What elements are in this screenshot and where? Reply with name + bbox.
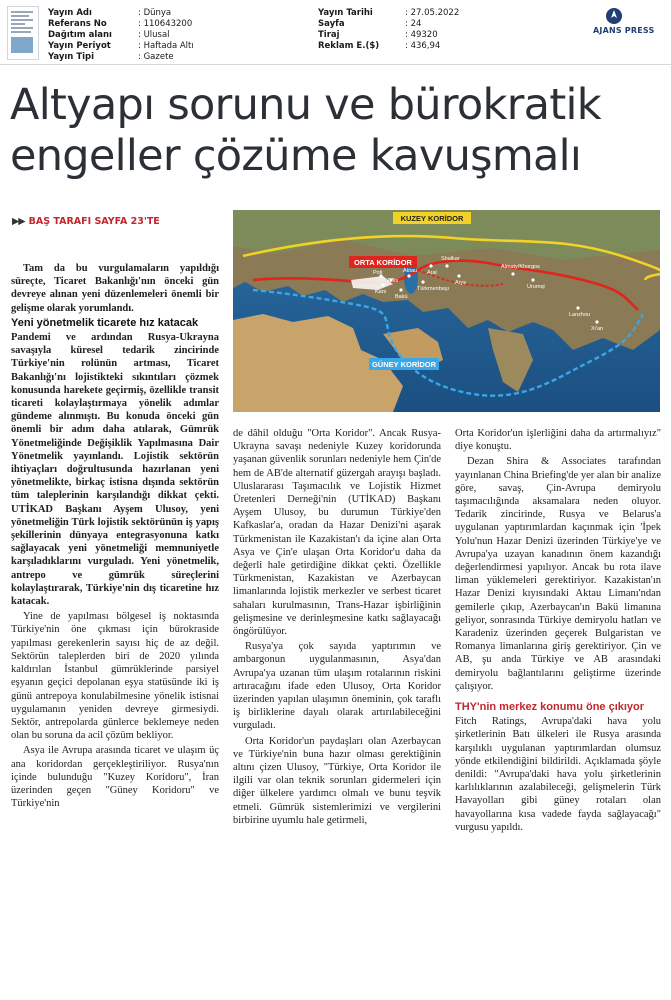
article-column-1	[11, 262, 219, 812]
body-paragraph: Orta Koridor'un paydaşları olan Azerbaycan ve Türkiye'nin buna hazır olması gerektiğinin altını çizen Ulusoy, "Türkiye, Orta Koridor ile ilgili var olan teknik sorunları gidermeleri için diğer ülkelere yardımcı olmalı ve bunu teşvik etmeli. Gümrük sistemlerimizi ve vergilerini birbirine uyumlu hale getirmeli,	[233, 735, 441, 826]
city-dot	[407, 274, 410, 277]
ajans-press-logo-text: AJANS PRESS	[593, 26, 655, 35]
meta-value: Ulusal	[143, 30, 170, 40]
subheading-yeni-yonetmelik: Yeni yönetmelik ticarete hız katacak	[11, 316, 199, 329]
meta-value: 436,94	[410, 41, 441, 51]
city-label: Lanzhou	[569, 312, 591, 318]
city-dot	[429, 264, 432, 267]
meta-value: Dünya	[143, 8, 172, 18]
city-label: Kars	[375, 289, 387, 295]
meta-value: Gazete	[143, 52, 174, 62]
meta-yayin-periyot: Yayın Periyot	[48, 41, 111, 51]
corridor-map-svg	[233, 210, 660, 412]
city-label: Aral	[427, 270, 437, 276]
body-paragraph: Pandemi ve ardından Rusya-Ukrayna savaşıyla küresel tedarik zincirinde Türkiye'nin rolünün artması, Ticaret Bakanlığı'nı lojistikteki sıkıntıları çözmek konusunda harekete geçirmiş, özellikle transit ticareti kolaylaştırmaya yönelik adımlar gündeme alınmıştı. Bu konuda önceki gün önemli bir adım daha atılarak, Gümrük Yönetmeliğinde Değişiklik Yapılmasına Dair Yönetmelik yayınlandı. Lojistik sektörün ihtiyaçları doğrultusunda hazırlanan yeni yönetmelikte, birkaç istisna dışında sektörün tüm taleplerinin karşılandığı dikkat çekti. UTİKAD Başkanı Ayşem Ulusoy, yeni yönetmeliğin Türk lojistik sektörünün iş yapış şekillerinin dünyaya entegrasyonuna katkı sağlayacak yeni yönetmeliği memnuniyetle karşıladıklarını vurguladı. Yeni yönetmelik, antrepo ve gümrük süreçlerini kolaylaştırarak, Türkiye'nin dış ticaretine hız katacak.	[11, 332, 219, 608]
city-label: Shalkar	[441, 256, 460, 262]
meta-value: 49320	[410, 30, 438, 40]
city-label: Poti	[373, 270, 383, 276]
meta-yayin-tipi: Yayın Tipi	[48, 52, 95, 62]
city-dot	[381, 283, 384, 286]
city-dot	[595, 320, 598, 323]
city-label: Aktau	[403, 268, 418, 274]
corridor-map	[233, 210, 660, 412]
city-dot	[511, 272, 514, 275]
north-corridor-label: KUZEY KORİDOR	[400, 214, 464, 223]
city-label: Türkmenbaşı	[417, 286, 450, 292]
meta-value: 110643200	[143, 19, 193, 29]
city-label: Urumqi	[527, 284, 545, 290]
article-column-3	[455, 427, 661, 836]
middle-corridor-label: ORTA KORİDOR	[354, 258, 412, 267]
city-label: Bakü	[395, 294, 408, 300]
headline: Altyapı sorunu ve bürokratik engeller çözüme kavuşmalı	[10, 80, 601, 181]
meta-yayin-tarihi: Yayın Tarihi	[318, 8, 373, 18]
city-dot	[445, 264, 448, 267]
city-dot	[531, 278, 534, 281]
body-paragraph: de dâhil olduğu "Orta Koridor". Ancak Rusya-Ukrayna savaşı nedeniyle Kuzey koridorunda yaşanan güvenlik sorunları nedeniyle hem Çin'de hem de AB'de alternatif güzergah arayışı başladı. Uluslararası Taşımacılık ve Lojistik Hizmet Üretenleri Derneği'nin (UTİKAD) Başkanı Ayşem Ulusoy, bu durumun Türkiye'den Kafkaslar'a, oradan da Hazar Denizi'ni aşarak Türkmenistan ile Kazakistan'ı da içine alan Orta Asya ve Çin'e ulaşan Orta Koridor'u daha da değerli hale getirdiğine dikkat çekti. Özellikle Türkmenistan, Kazakistan ve Azerbaycan limanlarında lojistik merkezler ve serbest ticaret sahaları kurulmasının, Trans-Hazar işbirliğinin gelişmesine ve derinleşmesine katkı sağlayacağı öngörülüyor.	[233, 428, 441, 638]
city-dot	[421, 280, 424, 283]
meta-reklam: Reklam E.($)	[318, 41, 380, 51]
south-corridor-label: GÜNEY KORİDOR	[371, 360, 437, 369]
city-label: Almaty/Khorgos	[501, 264, 540, 270]
ajans-press-logo-icon	[606, 8, 622, 24]
body-paragraph: Dezan Shira & Associates tarafından yayınlanan China Briefing'de yer alan bir analize göre, savaş, Çin-Avrupa demiryolu taşımacılığında aksamalara neden oluyor. Tedarik zincirinde, Rusya ve Belarus'a uygulanan yaptırımlardan kaçınmak için 'İpek Yolu'nun Hazar Denizi üzerinden Türkiye'ye ve Avrupa'ya uzayan kanadının önem kazandığı değerlendirmesi yapılıyor. Ancak bu rota ilave liman yüklemeleri gerektiriyor. Kazakistan'ın Hazar Denizi kıyısındaki Aktau Limanı'ndan gemilerle çıkıp, Azerbaycan'ın Bakü limanına geliyor, sonrasında Türkiye demiryolu hatları ve Karadeniz üzerinden geçerek Bulgaristan ve Romanya limanlarına giriş gerektiriyor. Çin ve AB, şu anda Türkiye ve AB arasındaki demiryolu bağlantılarını geliştirme üzerinde çalışıyor.	[455, 456, 661, 692]
city-dot	[457, 274, 460, 277]
body-paragraph: Yine de yapılması bölgesel iş noktasında Türkiye'nin öne çıkması için bürokraside yapılması gerekenlerin sayısı hiç de az değil. Sektörün taleplerden biri de 2020 yılında kaldırılan İstanbul gümrüklerinde parsiyel eşyanın geçici depolanan eşya statüsünde iki iş günü antrepoya konulabilmesine yönelik istisnai uygulamanın yeniden devreye girmesiydi. Sektör, antrepolarda günlerce beklemeye neden olan bu soruna da acil çözüm bekliyor.	[11, 611, 219, 742]
meta-value: Haftada Altı	[143, 41, 194, 51]
city-label: Tiflis	[387, 278, 399, 284]
city-label: Arys	[455, 280, 466, 286]
double-arrow-icon: ▶▶	[12, 216, 25, 227]
continued-from-kicker: ▶▶ BAŞ TARAFI SAYFA 23'TE	[12, 216, 160, 227]
meta-referans-no: Referans No	[48, 19, 107, 29]
article-column-2	[233, 427, 441, 829]
meta-yayin-adi: Yayın Adı	[48, 8, 92, 18]
header-divider	[0, 64, 671, 65]
city-label: Xi'an	[591, 326, 604, 332]
body-paragraph: Asya ile Avrupa arasında ticaret ve ulaşım üç ana koridordan gerçekleştiriliyor. Rusya'nın içinde bulunduğu "Kuzey Koridoru", İran üzerinden geçen "Güney Koridoru" ve Türkiye'nin	[11, 745, 219, 810]
city-dot	[576, 306, 579, 309]
clipping-header: Yayın Adı : Dünya Referans No : 110643200 Dağıtım alanı : Ulusal Yayın Periyot : Haftada Altı Yayın Tipi : Gazete Yayın Tarihi : 27.05.2022 Sayfa : 24 Tiraj : 49320 Reklam E.($) : 436,94 AJANS PRESS	[0, 0, 671, 66]
body-paragraph: Orta Koridor'un işlerliğini daha da artırmalıyız" diye konuştu.	[455, 428, 661, 453]
lead-paragraph: Tam da bu vurgulamaların yapıldığı süreçte, Ticaret Bakanlığı'nın önceki gün devreye alınan yeni düzenlemeleri önemli bir gelişme olarak yorumlandı.	[11, 263, 219, 314]
meta-dagitim-alani: Dağıtım alanı	[48, 30, 112, 40]
body-paragraph: Fitch Ratings, Avrupa'daki hava yolu şirketlerinin Batı ülkeleri ile Rusya arasında karşılıklı uygulanan yaptırımlardan olumsuz yönde etkilendiğini bildirildi. Açıklamada şöyle denildi: "Avrupa'daki hava yolu şirketlerinin karlılıklarının azalabileceği, gelişmelerin Türk Havayolları gibi güney rotaları olan havayollarına kısa vadede fayda sağlayacağı" vurgusu yapıldı.	[455, 716, 661, 833]
page-thumbnail[interactable]	[7, 6, 39, 60]
meta-tiraj: Tiraj	[318, 30, 340, 40]
body-paragraph: Rusya'ya çok sayıda yaptırımın ve ambargonun uygulanmasının, Asya'dan Avrupa'ya uzanan tüm ulaşım rotalarının riskini artıracağını ifade eden Ulusoy, Orta Koridor üzerinden yapılan ulaşımın öneminin, çok taraflı iş birliklerine dayalı olarak artırılabileceğini vurguladı.	[233, 641, 441, 732]
meta-sayfa: Sayfa	[318, 19, 345, 29]
meta-value: 27.05.2022	[410, 8, 460, 18]
meta-value: 24	[410, 19, 422, 29]
city-dot	[399, 288, 402, 291]
subheading-thy: THY'nin merkez konumu öne çıkıyor	[455, 701, 645, 714]
